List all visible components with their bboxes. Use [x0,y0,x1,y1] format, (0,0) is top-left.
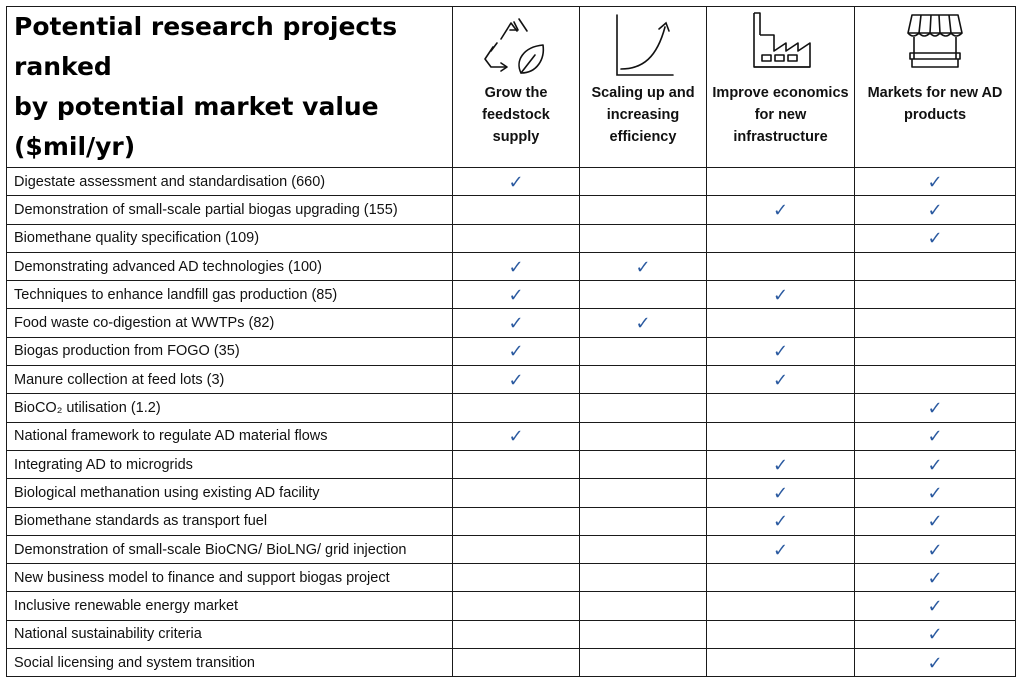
check-cell [453,281,580,309]
check-cell [855,168,1016,196]
project-label: National framework to regulate AD material flows [7,422,453,450]
table-row [7,535,1016,563]
check-cell [453,450,580,478]
project-label: Food waste co-digestion at WWTPs (82) [7,309,453,337]
table-row [7,224,1016,252]
check-cell [580,168,707,196]
check-cell [707,564,855,592]
check-cell [453,564,580,592]
check-cell [707,592,855,620]
column-header-feedstock [453,7,580,168]
checkmark-icon: ✓ [927,652,943,673]
project-label: Biological methanation using existing AD facility [7,479,453,507]
project-label: Biogas production from FOGO (35) [7,337,453,365]
project-label: Digestate assessment and standardisation (660) [7,168,453,196]
checkmark-icon: ✓ [927,426,943,447]
check-cell [707,196,855,224]
column-label-infrastructure: Improve economics for new infrastructure [712,85,849,145]
check-cell [580,394,707,422]
check-cell [707,507,855,535]
check-cell [707,535,855,563]
table-row [7,649,1016,677]
check-cell [855,592,1016,620]
table-row [7,394,1016,422]
project-label: Biomethane standards as transport fuel [7,507,453,535]
header-row [7,7,1016,168]
check-cell [453,168,580,196]
checkmark-icon: ✓ [772,341,789,362]
checkmark-icon: ✓ [508,369,524,390]
recycle-leaf-icon [453,7,579,82]
check-cell [707,337,855,365]
growth-curve-icon [580,7,706,82]
table-row [7,281,1016,309]
check-cell [453,479,580,507]
project-label: Social licensing and system transition [7,649,453,677]
checkmark-icon: ✓ [927,482,943,503]
table-row [7,479,1016,507]
title-line-3: ($mil/yr) [14,132,136,161]
check-cell [580,479,707,507]
project-label: Demonstration of small-scale partial biogas upgrading (155) [7,196,453,224]
column-header-markets [855,7,1016,168]
check-cell [707,394,855,422]
checkmark-icon: ✓ [635,313,651,334]
check-cell [855,564,1016,592]
table-row [7,564,1016,592]
check-cell [580,450,707,478]
check-cell [707,422,855,450]
check-cell [707,366,855,394]
check-cell [580,592,707,620]
check-cell [453,620,580,648]
check-cell [855,507,1016,535]
check-cell [580,337,707,365]
checkmark-icon: ✓ [927,539,943,560]
check-cell [453,422,580,450]
checkmark-icon: ✓ [508,171,524,192]
checkmark-icon: ✓ [927,171,943,192]
checkmark-icon: ✓ [635,256,651,277]
check-cell [453,252,580,280]
project-label: Biomethane quality specification (109) [7,224,453,252]
checkmark-icon: ✓ [508,284,524,305]
checkmark-icon: ✓ [927,596,943,617]
checkmark-icon: ✓ [508,426,524,447]
check-cell [707,479,855,507]
check-cell [580,649,707,677]
checkmark-icon: ✓ [927,624,943,645]
check-cell [580,252,707,280]
check-cell [453,337,580,365]
check-cell [453,309,580,337]
checkmark-icon: ✓ [927,228,943,249]
table-row [7,592,1016,620]
check-cell [580,224,707,252]
research-projects-table [6,6,1016,677]
check-cell [707,281,855,309]
table-row [7,196,1016,224]
check-cell [855,479,1016,507]
checkmark-icon: ✓ [772,511,789,532]
column-header-scaling [580,7,707,168]
check-cell [707,620,855,648]
checkmark-icon: ✓ [508,256,524,277]
check-cell [855,366,1016,394]
check-cell [580,422,707,450]
table-row [7,252,1016,280]
table-row [7,366,1016,394]
check-cell [855,309,1016,337]
check-cell [855,224,1016,252]
check-cell [453,535,580,563]
checkmark-icon: ✓ [772,199,789,220]
check-cell [453,366,580,394]
title-line-2: by potential market value [14,92,379,121]
check-cell [453,224,580,252]
checkmark-icon: ✓ [927,511,943,532]
check-cell [580,309,707,337]
check-cell [453,507,580,535]
check-cell [453,592,580,620]
check-cell [580,507,707,535]
project-label: Demonstrating advanced AD technologies (100) [7,252,453,280]
project-label: Integrating AD to microgrids [7,450,453,478]
table-row [7,337,1016,365]
market-stall-icon [855,7,1015,82]
table-title [7,7,453,168]
check-cell [855,649,1016,677]
table-row [7,507,1016,535]
check-cell [855,535,1016,563]
table-body [7,168,1016,677]
check-cell [580,564,707,592]
column-header-infrastructure [707,7,855,168]
checkmark-icon: ✓ [508,313,524,334]
check-cell [855,450,1016,478]
checkmark-icon: ✓ [927,454,943,475]
checkmark-icon: ✓ [772,369,789,390]
check-cell [855,337,1016,365]
check-cell [707,224,855,252]
title-line-1: Potential research projects ranked [14,12,398,81]
check-cell [580,535,707,563]
check-cell [453,394,580,422]
project-label: Inclusive renewable energy market [7,592,453,620]
check-cell [707,252,855,280]
check-cell [855,281,1016,309]
project-label: National sustainability criteria [7,620,453,648]
check-cell [580,281,707,309]
checkmark-icon: ✓ [927,567,943,588]
check-cell [855,196,1016,224]
table-row [7,309,1016,337]
check-cell [453,649,580,677]
check-cell [855,252,1016,280]
table-row [7,168,1016,196]
checkmark-icon: ✓ [772,454,789,475]
check-cell [580,366,707,394]
column-label-markets: Markets for new AD products [867,85,1003,123]
checkmark-icon: ✓ [927,199,943,220]
factory-icon [707,7,854,82]
check-cell [707,450,855,478]
project-label: Manure collection at feed lots (3) [7,366,453,394]
table-row [7,450,1016,478]
checkmark-icon: ✓ [772,284,789,305]
check-cell [453,196,580,224]
checkmark-icon: ✓ [508,341,524,362]
project-label: Demonstration of small-scale BioCNG/ BioLNG/ grid injection [7,535,453,563]
check-cell [580,196,707,224]
check-cell [855,422,1016,450]
check-cell [707,309,855,337]
table-row [7,422,1016,450]
checkmark-icon: ✓ [927,398,943,419]
column-label-feedstock: Grow the feedstock supply [482,85,550,145]
check-cell [855,394,1016,422]
checkmark-icon: ✓ [772,482,789,503]
check-cell [580,620,707,648]
check-cell [855,620,1016,648]
checkmark-icon: ✓ [772,539,789,560]
check-cell [707,649,855,677]
project-label: BioCO₂ utilisation (1.2) [7,394,453,422]
check-cell [707,168,855,196]
column-label-scaling: Scaling up and increasing efficiency [591,85,695,145]
project-label: New business model to finance and support biogas project [7,564,453,592]
project-label: Techniques to enhance landfill gas production (85) [7,281,453,309]
table-row [7,620,1016,648]
